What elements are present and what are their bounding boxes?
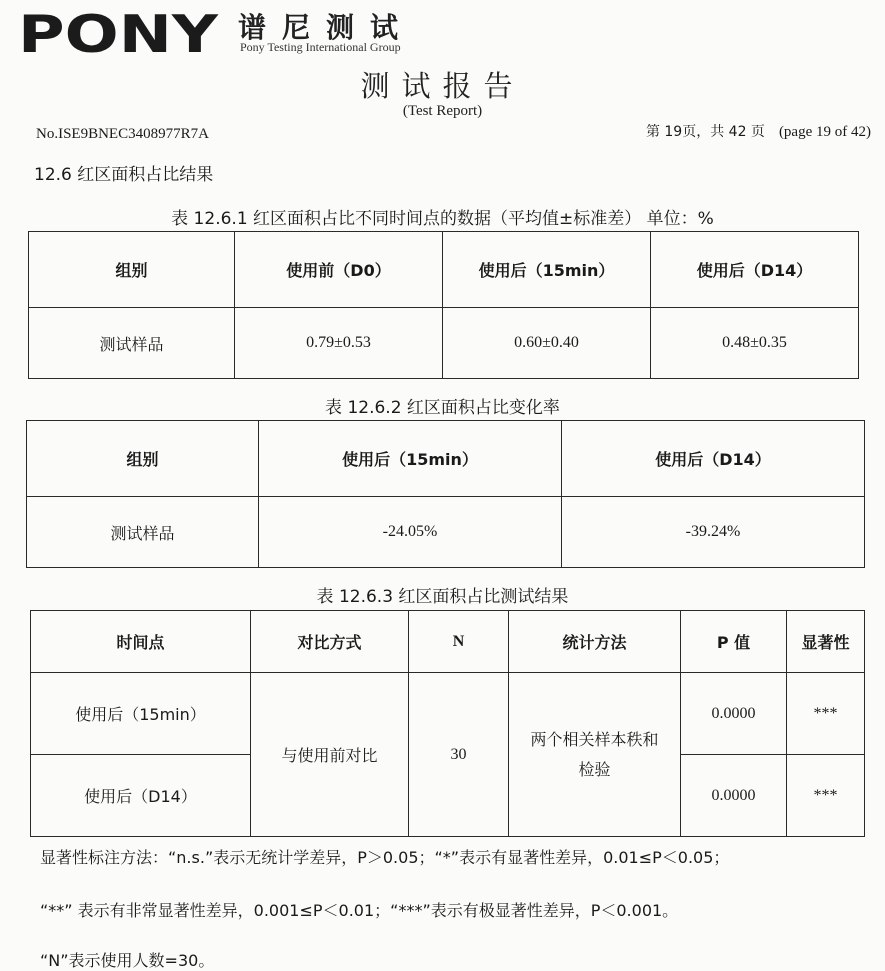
report-number: No.ISE9BNEC3408977R7A [36,126,209,142]
table3-header-method: 统计方法 [509,611,681,673]
table1-header-group: 组别 [29,232,235,308]
table1-header-d14: 使用后（D14） [651,232,859,308]
table1-caption: 表 12.6.1 红区面积占比不同时间点的数据（平均值±标准差） 单位：% [171,209,714,229]
table3-cell-comparison: 与使用前对比 [251,673,409,837]
page-indicator [646,121,871,141]
page-indicator-en: (page 19 of 42) [778,124,871,140]
table2-header-row [27,421,865,497]
note-sample-size: “N”表示使用人数=30。 [40,951,215,970]
table1 [28,231,859,379]
table3-cell-sig-15min: *** [787,673,865,755]
pony-logo [18,6,228,56]
table1-cell-d14: 0.48±0.35 [651,308,859,379]
table3-header-p: P 值 [681,611,787,673]
table2-header-group: 组别 [27,421,259,497]
report-title: 测试报告 [360,69,525,103]
table-row [31,673,865,755]
table3-header-row [31,611,865,673]
table1-cell-d0: 0.79±0.53 [235,308,443,379]
logo-english: Pony Testing International Group [240,40,401,54]
table3-header-significance: 显著性 [787,611,865,673]
table3-cell-p-d14: 0.0000 [681,755,787,837]
table1-header-row [29,232,859,308]
note-significance-line1: 显著性标注方法：“n.s.”表示无统计学差异，P＞0.05；“*”表示有显著性差异，0.01≤P＜0.05； [40,848,730,867]
logo-wordmark: PONY [18,6,220,56]
table2-cell-d14: -39.24% [562,497,865,568]
table3-header-time: 时间点 [31,611,251,673]
table1-cell-group: 测试样品 [29,308,235,379]
logo-chinese: 谱尼测试 [238,11,415,44]
table3-caption: 表 12.6.3 红区面积占比测试结果 [316,587,569,607]
table3-cell-sig-d14: *** [787,755,865,837]
table2-header-d14: 使用后（D14） [562,421,865,497]
table1-row [29,308,859,379]
table2-row [27,497,865,568]
table2-header-15min: 使用后（15min） [259,421,562,497]
report-subtitle: (Test Report) [402,103,483,119]
table2-cell-15min: -24.05% [259,497,562,568]
table3-method-line1: 两个相关样本秩和 [530,729,659,749]
table2-cell-group: 测试样品 [27,497,259,568]
table3-cell-p-15min: 0.0000 [681,673,787,755]
table3-header-n: N [409,611,509,673]
table3-cell-n: 30 [409,673,509,837]
table1-header-15min: 使用后（15min） [443,232,651,308]
page-indicator-cn: 第 19页，共 42 页 [645,124,765,140]
table1-cell-15min: 0.60±0.40 [443,308,651,379]
table2 [26,420,865,568]
table3-cell-method [509,673,681,837]
table2-caption: 表 12.6.2 红区面积占比变化率 [325,398,560,418]
table1-header-d0: 使用前（D0） [235,232,443,308]
table3-method-line2: 检验 [578,759,611,779]
section-title: 12.6 红区面积占比结果 [34,165,214,185]
table3-header-comparison: 对比方式 [251,611,409,673]
note-significance-line2: “**” 表示有非常显著性差异，0.001≤P＜0.01；“***”表示有极显著性差异，P＜0.001。 [40,901,679,920]
table3-cell-time-d14: 使用后（D14） [31,755,251,837]
table3 [30,610,865,837]
table3-cell-time-15min: 使用后（15min） [31,673,251,755]
